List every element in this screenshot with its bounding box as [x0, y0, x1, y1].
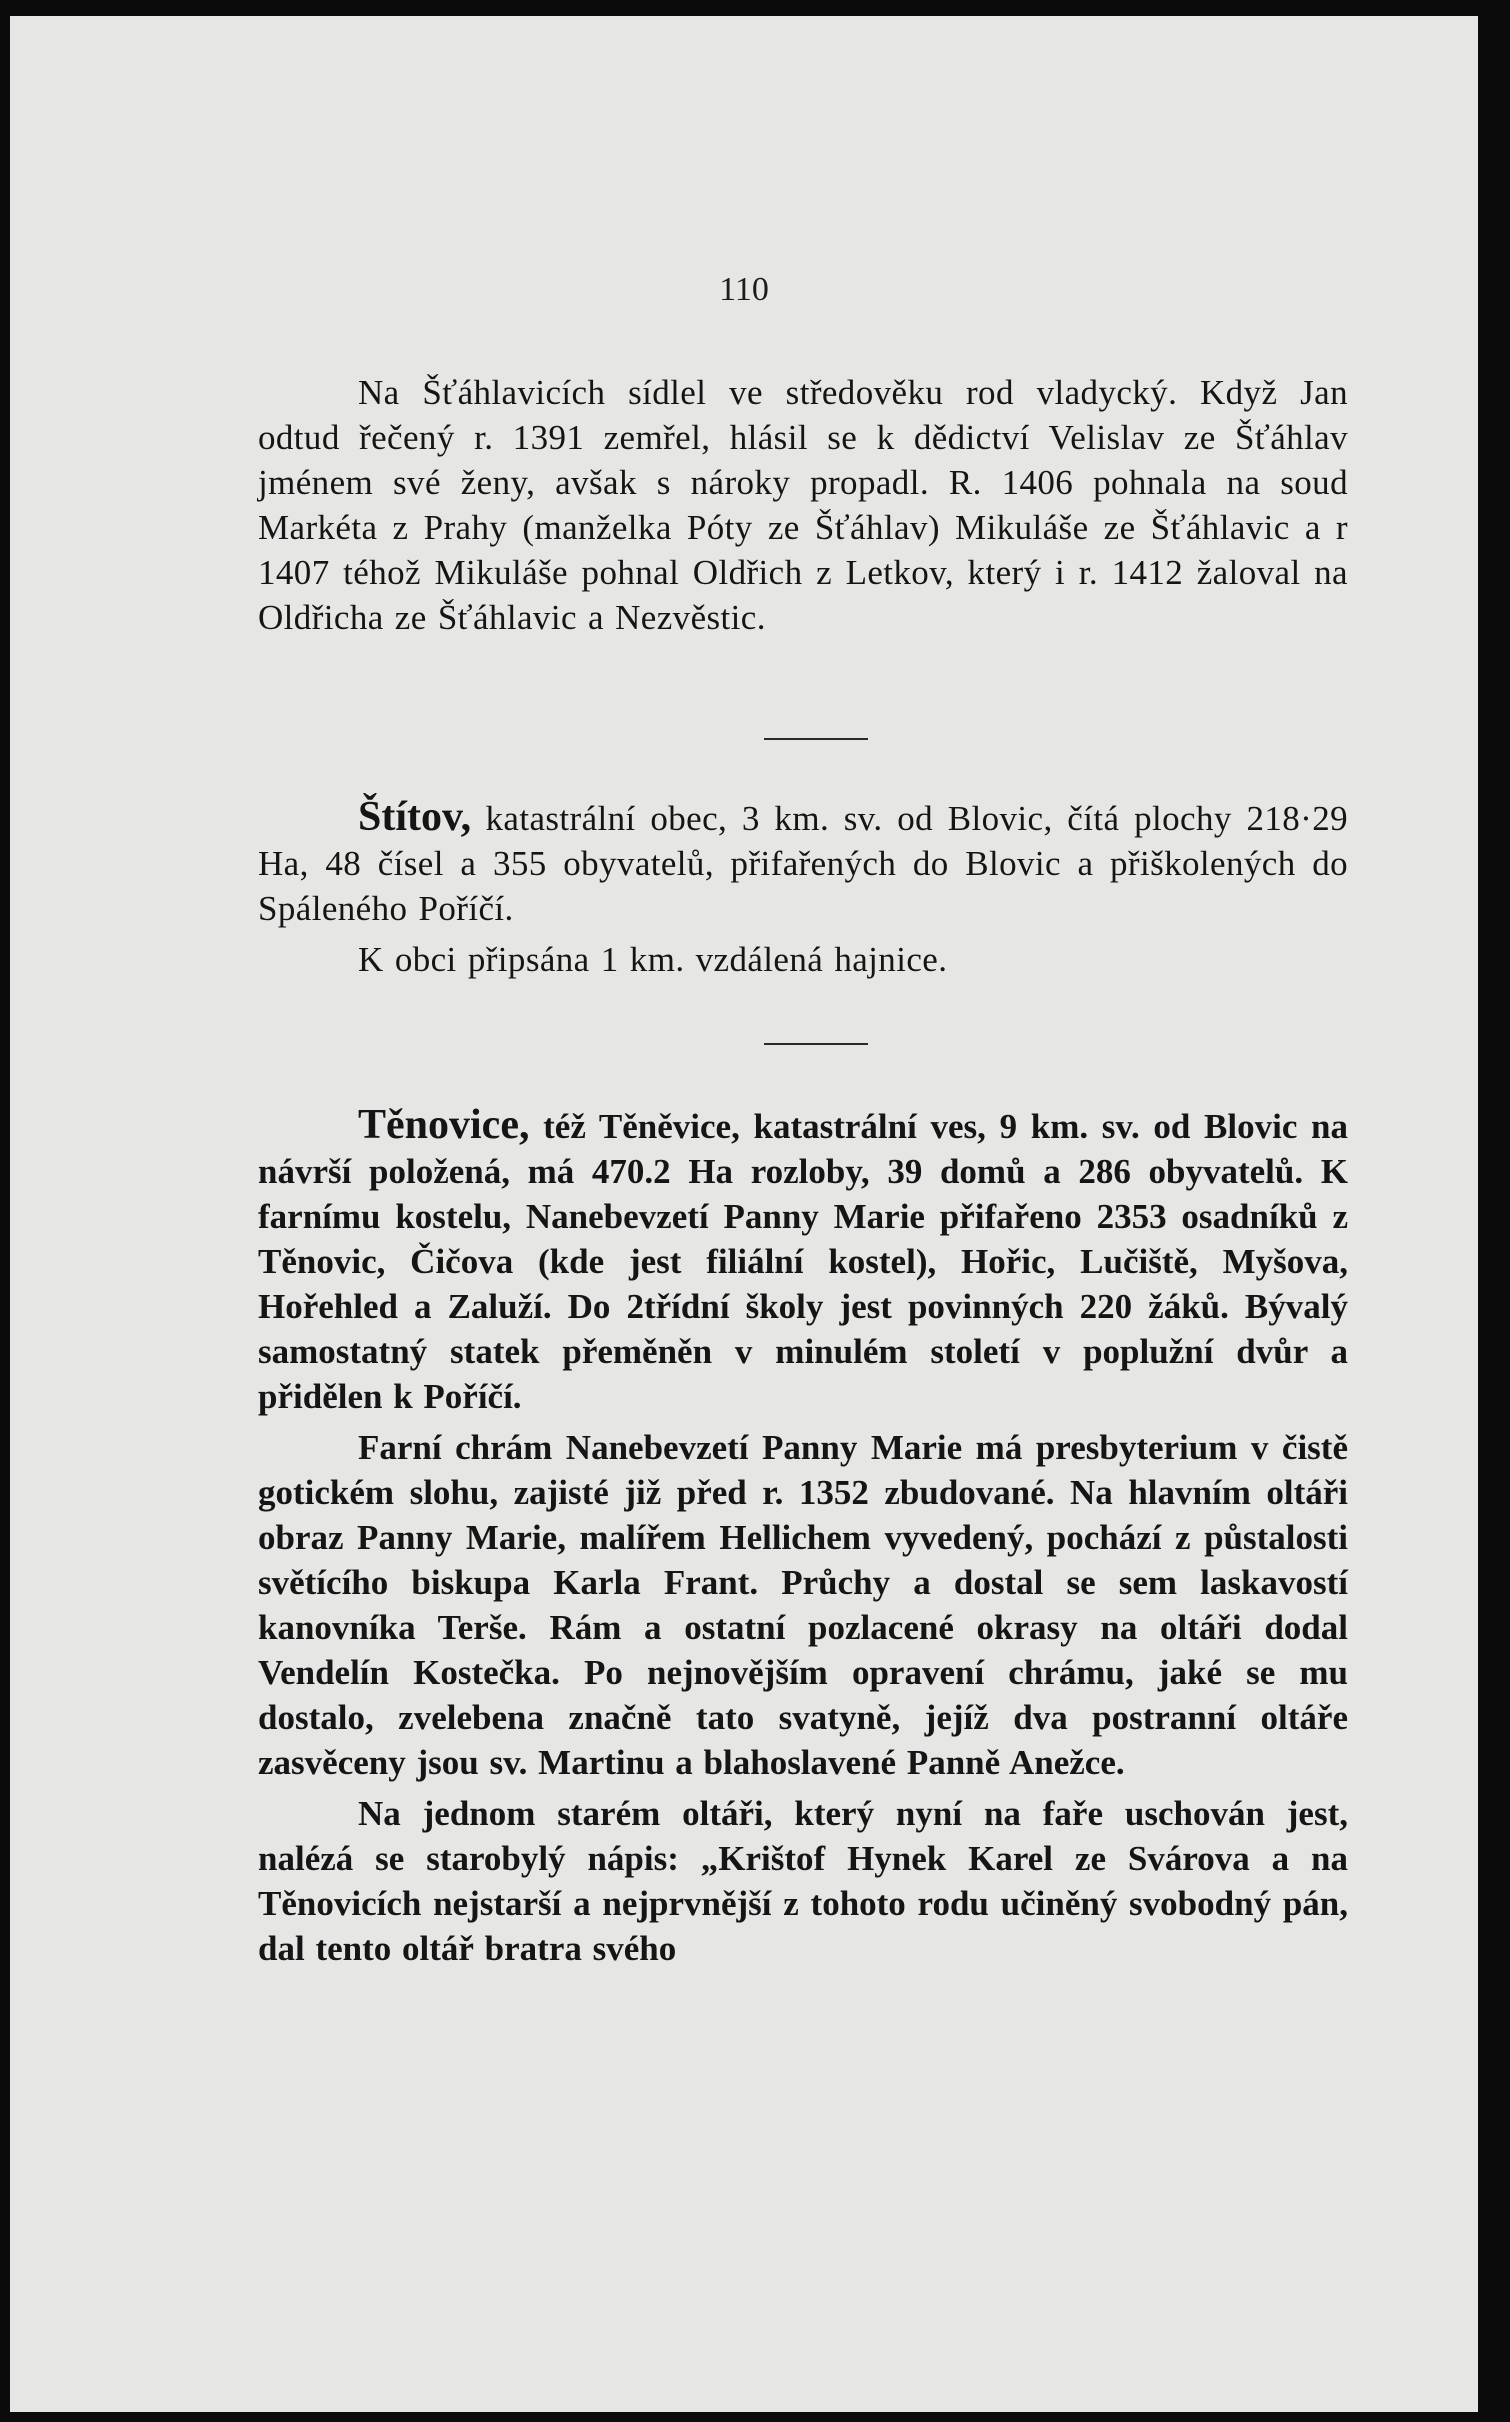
entry-stitov-text: katastrální obec, 3 km. sv. od Blovic, čítá plochy 218·29 Ha, 48 čísel a 355 obyvatelů, přifařených do Blovic a přiškolených do Spáleného Poříčí. — [258, 799, 1349, 928]
paragraph-text: Na Šťáhlavicích sídlel ve středověku rod vladycký. Když Jan odtud řečený r. 1391 zemřel, hlásil se k dědictví Velislav ze Šťáhlav jménem své ženy, avšak s nároky propadl. R. 1406 pohnala na soud Markéta z Prahy (manželka Póty ze Šťáhlav) Mikuláše ze Šťáhlavic a r 1407 téhož Mikuláše pohnal Oldřich z Letkov, který i r. 1412 žaloval na Oldřicha ze Šťáhlavic a Nezvěstic. — [258, 373, 1348, 637]
entry-tenovice-text: též Těněvice, katastrální ves, 9 km. sv. od Blovic na návrší položená, má 470.2 Ha rozloby, 39 domů a 286 obyvatelů. K farnímu kostelu, Nanebevzetí Panny Marie přifařeno 2353 osadníků z Těnovic, Čičova (kde jest filiální kostel), Hořic, Lučiště, Myšova, Hořehled a Zaluží. Do 2třídní školy jest povinných 220 žáků. Bývalý samostatný statek přeměněn v minulém století v poplužní dvůr a přidělen k Poříčí. — [258, 1107, 1348, 1416]
entry-tenovice-paragraph-altar: Na jednom starém oltáři, který nyní na faře uschován jest, nalézá se starobylý nápis: „Krištof Hynek Karel ze Svárova a na Těnovicích nejstarší a nejprvnější z tohoto rodu učiněný svobodný pán, dal tento oltář bratra svého — [258, 1794, 1348, 1968]
entry-stitov — [258, 795, 1348, 982]
entry-tenovice-body — [258, 1103, 1348, 1419]
entry-stitov-note: K obci připsána 1 km. vzdálená hajnice. — [358, 940, 948, 979]
entry-stitov-heading: Štítov, — [358, 794, 472, 840]
section-divider — [764, 738, 868, 740]
paragraph-stahlavice — [258, 370, 1348, 640]
page-number: 110 — [719, 271, 769, 308]
entry-tenovice-heading: Těnovice, — [358, 1102, 530, 1148]
entry-tenovice — [258, 1103, 1348, 1971]
book-page — [10, 16, 1478, 2412]
entry-stitov-body — [258, 795, 1348, 931]
entry-tenovice-paragraph-church: Farní chrám Nanebevzetí Panny Marie má presbyterium v čistě gotickém slohu, zajisté již před r. 1352 zbudované. Na hlavním oltáři obraz Panny Marie, malířem Hellichem vyvedený, pochází z půstalosti světícího biskupa Karla Frant. Průchy a dostal se sem laskavostí kanovníka Terše. Rám a ostatní pozlacené okrasy na oltáři dodal Vendelín Kostečka. Po nejnovějším opravení chrámu, jaké se mu dostalo, zvelebena značně tato svatyně, jejíž dva postranní oltáře zasvěceny jsou sv. Martinu a blahoslavené Panně Anežce. — [258, 1428, 1348, 1782]
section-divider — [764, 1043, 868, 1045]
